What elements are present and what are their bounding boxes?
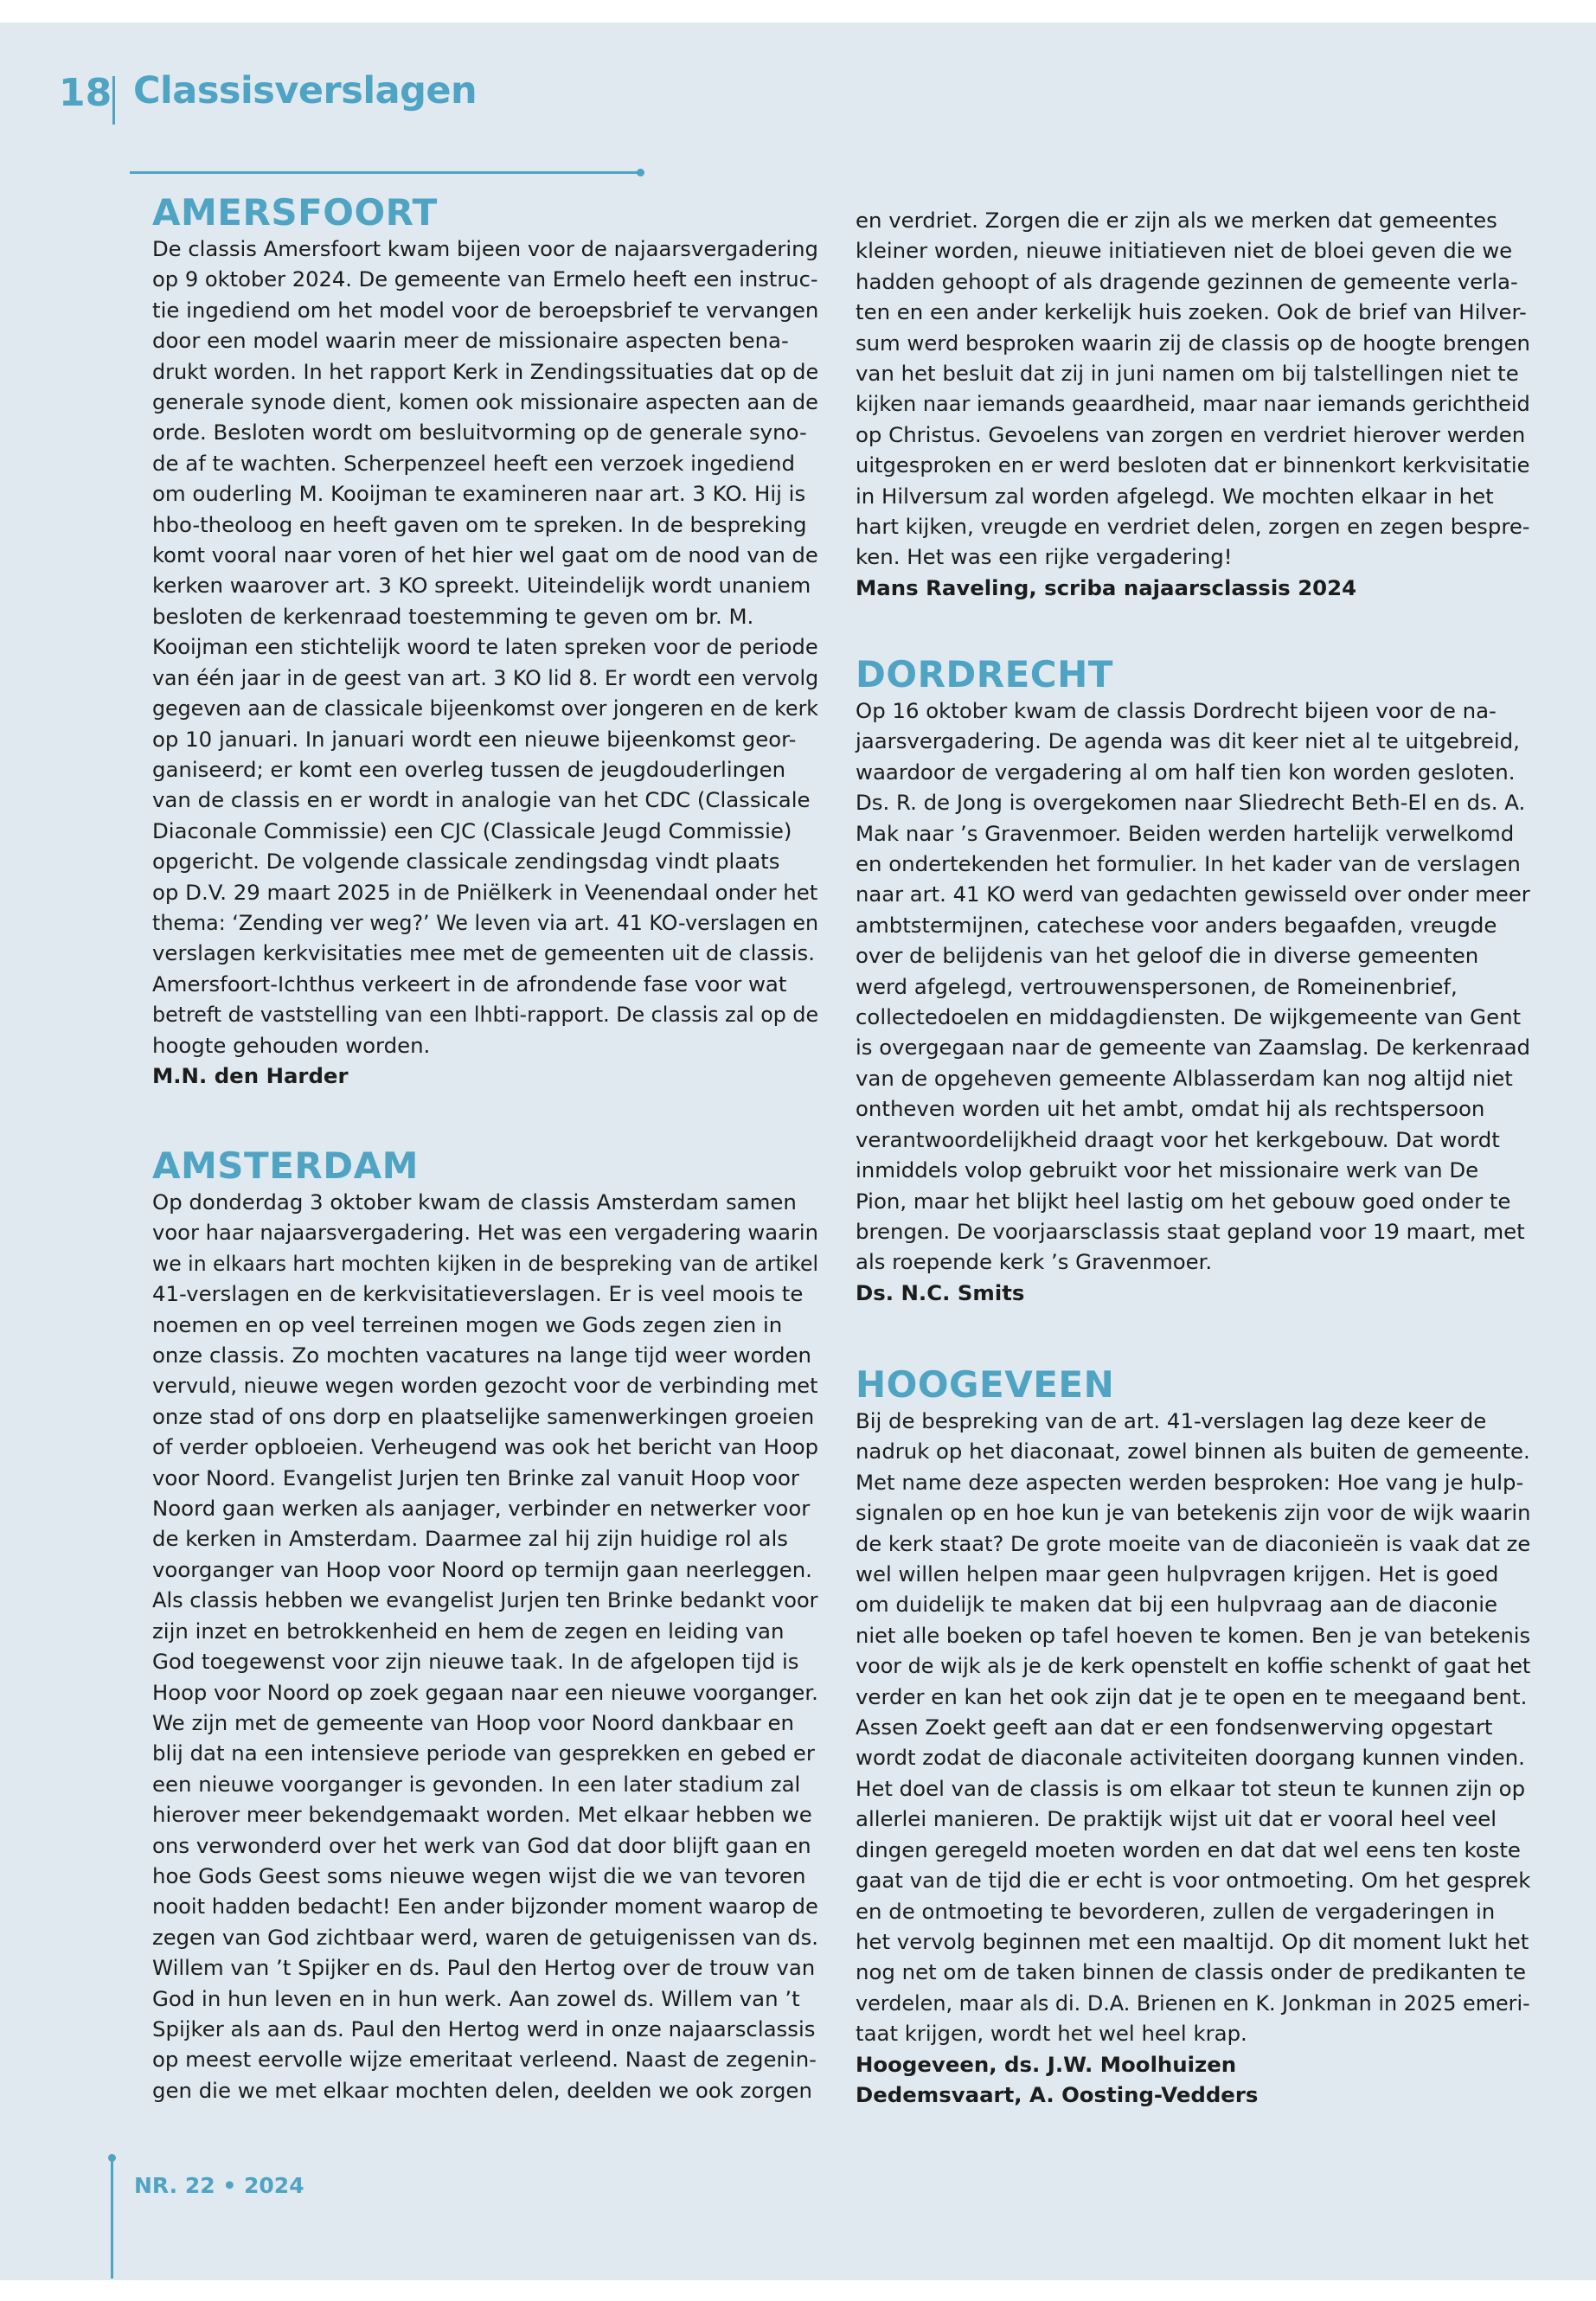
text-line: Diaconale Commissie) een CJC (Classicale Jeugd Commissie) (152, 817, 792, 843)
text-line: hoogte gehouden worden. (152, 1032, 431, 1058)
text-line: kleiner worden, nieuwe initiatieven niet de bloei geven die we (856, 238, 1513, 264)
text-line: We zijn met de gemeente van Hoop voor Noord dankbaar en (152, 1709, 795, 1735)
text-line: besloten de kerkenraad toestemming te geven om br. M. (152, 603, 754, 629)
text-line: in Hilversum zal worden afgelegd. We mochten elkaar in het (856, 483, 1494, 509)
text-line: signalen op en hoe kun je van betekenis zijn voor de wijk waarin (856, 1500, 1531, 1526)
text-line: voor Noord. Evangelist Jurjen ten Brinke zal vanuit Hoop voor (152, 1465, 799, 1490)
text-line: ten en een ander kerkelijk huis zoeken. Ook de brief van Hilver- (856, 299, 1527, 325)
article-heading: AMERSFOORT (152, 191, 438, 234)
article-amsterdam (152, 1145, 843, 2106)
text-line: hierover meer bekendgemaakt worden. Met elkaar hebben we (152, 1802, 812, 1828)
text-line: en verdriet. Zorgen die er zijn als we merken dat gemeentes (856, 208, 1497, 233)
author-signature: Ds. N.C. Smits (856, 1279, 1025, 1305)
article-body (152, 1187, 843, 2106)
text-line: door een model waarin meer de missionaire aspecten bena- (152, 328, 789, 354)
article-hoogeveen (856, 1364, 1546, 2110)
text-line: zijn inzet en betrokkenheid en hem de zegen en leiding van (152, 1618, 785, 1644)
text-line: van de classis en er wordt in analogie van het CDC (Classicale (152, 787, 811, 813)
text-line: op D.V. 29 maart 2025 in de Pniëlkerk in Veenendaal onder het (152, 879, 818, 905)
text-line: gegeven aan de classicale bijeenkomst over jongeren en de kerk (152, 695, 819, 721)
text-line: inmiddels volop gebruikt voor het missionaire werk van De (856, 1157, 1479, 1183)
text-line: 41-verslagen en de kerkvisitatieverslagen. Er is veel moois te (152, 1281, 804, 1307)
text-line: nog net om de taken binnen de classis onder de predikanten te (856, 1959, 1527, 1985)
text-line: verantwoordelijkheid draagt voor het kerkgebouw. Dat wordt (856, 1126, 1500, 1152)
text-line: sum werd besproken waarin zij de classis op de hoogte brengen (856, 330, 1530, 356)
text-line: kijken naar iemands geaardheid, maar naar iemands gerichtheid (856, 391, 1530, 417)
author-signature: Dedemsvaart, A. Oosting-Vedders (856, 2081, 1259, 2107)
text-line: Mak naar ’s Gravenmoer. Beiden werden hartelijk verwelkomd (856, 820, 1515, 846)
text-line: drukt worden. In het rapport Kerk in Zendingssituaties dat op de (152, 358, 819, 384)
text-line: allerlei manieren. De praktijk wijst uit dat er vooral heel veel (856, 1806, 1497, 1832)
text-line: ontheven worden uit het ambt, omdat hij als rechtspersoon (856, 1096, 1485, 1122)
text-line: is overgegaan naar de gemeente van Zaamslag. De kerkenraad (856, 1035, 1531, 1061)
text-line: voor de wijk als je de kerk openstelt en koffie schenkt of gaat het (856, 1653, 1531, 1679)
text-line: als roepende kerk ’s Gravenmoer. (856, 1249, 1213, 1275)
text-line: over de belijdenis van het geloof die in diverse gemeenten (856, 943, 1479, 969)
footer-bar (111, 2157, 113, 2279)
text-line: Op donderdag 3 oktober kwam de classis Amsterdam samen (152, 1189, 797, 1215)
text-line: en ondertekenden het formulier. In het kader van de verslagen (856, 851, 1521, 877)
text-line: tie ingediend om het model voor de beroepsbrief te vervangen (152, 297, 819, 323)
article-dordrecht (856, 654, 1534, 1308)
text-line: Pion, maar het blijkt heel lastig om het gebouw goed onder te (856, 1188, 1511, 1214)
text-line: nooit hadden bedacht! Een ander bijzonder moment waarop de (152, 1894, 818, 1920)
text-line: taat krijgen, wordt het wel heel krap. (856, 2021, 1247, 2047)
text-line: van één jaar in de geest van art. 3 KO lid 8. Er wordt een vervolg (152, 664, 819, 690)
article-amersfoort (152, 192, 839, 1091)
text-line: om ouderling M. Kooijman te examineren naar art. 3 KO. Hij is (152, 481, 806, 507)
text-line: uitgesproken en er werd besloten dat er binnenkort kerkvisitatie (856, 452, 1530, 478)
text-line: Amersfoort-Ichthus verkeert in de afrondende fase voor wat (152, 971, 787, 997)
text-line: de kerk staat? De grote moeite van de diaconieën is vaak dat ze (856, 1530, 1531, 1556)
text-line: dingen geregeld moeten worden en dat dat wel eens ten koste (856, 1836, 1521, 1862)
text-line: verslagen kerkvisitaties mee met de gemeenten uit de classis. (152, 940, 815, 966)
text-line: gen die we met elkaar mochten delen, deelden we ook zorgen (152, 2077, 812, 2103)
text-line: ambtstermijnen, catechese voor anders begaafden, vreugde (856, 912, 1497, 938)
text-line: opgericht. De volgende classicale zendingsdag vindt plaats (152, 849, 780, 875)
text-line: collectedoelen en middagdiensten. De wijkgemeente van Gent (856, 1004, 1522, 1030)
text-line: op meest eervolle wijze emeritaat verleend. Naast de zegenin- (152, 2047, 817, 2073)
text-line: ken. Het was een rijke vergadering! (856, 544, 1233, 570)
text-line: kerken waarover art. 3 KO spreekt. Uiteindelijk wordt unaniem (152, 573, 811, 599)
text-line: Ds. R. de Jong is overgekomen naar Sliedrecht Beth-El en ds. A. (856, 790, 1526, 816)
text-line: vervuld, nieuwe wegen worden gezocht voor de verbinding met (152, 1373, 818, 1399)
text-line: de af te wachten. Scherpenzeel heeft een verzoek ingediend (152, 450, 795, 476)
text-line: thema: ‘Zending ver weg?’ We leven via art. 41 KO-verslagen en (152, 909, 819, 935)
text-line: niet alle boeken op tafel hoeven te komen. Ben je van betekenis (856, 1622, 1531, 1648)
text-line: het vervolg beginnen met een maaltijd. Op dit moment lukt het (856, 1928, 1529, 1954)
text-line: brengen. De voorjaarsclassis staat gepland voor 19 maart, met (856, 1218, 1525, 1244)
text-line: onze classis. Zo mochten vacatures na lange tijd weer worden (152, 1343, 812, 1368)
text-line: hbo-theoloog en heeft gaven om te spreken. In de bespreking (152, 511, 807, 537)
text-line: van het besluit dat zij in juni namen om bij talstellingen niet te (856, 361, 1519, 387)
header-divider (112, 76, 115, 125)
text-line: werd afgelegd, vertrouwenspersonen, de Romeinenbrief, (856, 973, 1458, 999)
text-line: jaarsvergadering. De agenda was dit keer niet al te uitgebreid, (856, 728, 1520, 754)
text-line: komt vooral naar voren of het hier wel gaat om de nood van de (152, 542, 818, 568)
author-signature: Mans Raveling, scriba najaarsclassis 2024 (856, 574, 1357, 600)
text-line: voor haar najaarsvergadering. Het was een vergadering waarin (152, 1220, 819, 1246)
text-line: de kerken in Amsterdam. Daarmee zal hij zijn huidige rol als (152, 1526, 788, 1552)
text-line: onze stad of ons dorp en plaatselijke samenwerkingen groeien (152, 1403, 815, 1429)
text-line: ganiseerd; er komt een overleg tussen de jeugdouderlingen (152, 756, 786, 782)
header-rule-dot (637, 169, 644, 176)
text-line: verder en kan het ook zijn dat je te open en te meegaand bent. (856, 1683, 1528, 1709)
text-line: naar art. 41 KO werd van gedachten gewisseld over onder meer (856, 881, 1530, 907)
text-line: van de opgeheven gemeente Alblasserdam kan nog altijd niet (856, 1065, 1513, 1091)
text-line: De classis Amersfoort kwam bijeen voor de najaarsvergadering (152, 236, 818, 261)
text-line: noemen en op veel terreinen mogen we Gods zegen zien in (152, 1311, 783, 1337)
text-line: we in elkaars hart mochten kijken in de bespreking van de artikel (152, 1250, 818, 1276)
text-line: blij dat na een intensieve periode van gesprekken en gebed er (152, 1740, 815, 1766)
article-body (152, 234, 839, 1091)
text-line: op 9 oktober 2024. De gemeente van Ermelo heeft een instruc- (152, 266, 818, 292)
text-line: zegen van God zichtbaar werd, waren de getuigenissen van ds. (152, 1924, 818, 1950)
text-line: gaat van de tijd die er echt is voor ontmoeting. Om het gesprek (856, 1868, 1531, 1894)
text-line: hadden gehoopt of als dragende gezinnen de gemeente verla- (856, 268, 1518, 294)
text-line: wordt zodat de diaconale activiteiten doorgang kunnen vinden. (856, 1745, 1525, 1771)
page-number: 18 (59, 71, 112, 115)
text-line: wel willen helpen maar geen hulpvragen krijgen. Het is goed (856, 1561, 1499, 1587)
text-line: en de ontmoeting te bevorderen, zullen de vergaderingen in (856, 1898, 1496, 1924)
header-rule (130, 171, 640, 174)
text-line: Op 16 oktober kwam de classis Dordrecht bijeen voor de na- (856, 698, 1497, 723)
text-line: Willem van ’t Spijker en ds. Paul den Hertog over de trouw van (152, 1955, 816, 1981)
text-line: Bij de bespreking van de art. 41-verslagen lag deze keer de (856, 1408, 1487, 1433)
article-body (856, 695, 1534, 1308)
text-line: Met name deze aspecten werden besproken: Hoe vang je hulp- (856, 1469, 1524, 1495)
text-line: voorganger van Hoop voor Noord op termijn gaan neerleggen. (152, 1556, 812, 1582)
article-body (856, 205, 1542, 603)
text-line: Het doel van de classis is om elkaar tot steun te kunnen zijn op (856, 1775, 1526, 1801)
text-line: orde. Besloten wordt om besluitvorming op de generale syno- (152, 420, 807, 445)
text-line: God in hun leven en in hun werk. Aan zowel ds. Willem van ’t (152, 1985, 800, 2011)
text-line: verdelen, maar als di. D.A. Brienen en K. Jonkman in 2025 emeri- (856, 1990, 1530, 2016)
text-line: Als classis hebben we evangelist Jurjen ten Brinke bedankt voor (152, 1587, 818, 1613)
article-heading: AMSTERDAM (152, 1144, 419, 1187)
text-line: Kooijman een stichtelijk woord te laten spreken voor de periode (152, 634, 818, 660)
text-line: of verder opbloeien. Verheugend was ook het bericht van Hoop (152, 1434, 819, 1460)
text-line: waardoor de vergadering al om half tien kon worden gesloten. (856, 759, 1516, 785)
text-line: hart kijken, vreugde en verdriet delen, zorgen en zegen bespre- (856, 514, 1530, 540)
text-line: God toegewenst voor zijn nieuwe taak. In de afgelopen tijd is (152, 1649, 799, 1675)
text-line: een nieuwe voorganger is gevonden. In een later stadium zal (152, 1771, 801, 1797)
text-line: generale synode dient, komen ook missionaire aspecten aan de (152, 389, 818, 415)
text-line: Hoop voor Noord op zoek gegaan naar een nieuwe voorganger. (152, 1679, 818, 1705)
text-line: Noord gaan werken als aanjager, verbinder en netwerker voor (152, 1496, 811, 1522)
text-line: hoe Gods Geest soms nieuwe wegen wijst die we van tevoren (152, 1862, 806, 1888)
text-line: nadruk op het diaconaat, zowel binnen als buiten de gemeente. (856, 1439, 1530, 1465)
text-line: op 10 januari. In januari wordt een nieuwe bijeenkomst geor- (152, 726, 797, 752)
text-line: ons verwonderd over het werk van God dat door blijft gaan en (152, 1832, 811, 1858)
author-signature: Hoogeveen, ds. J.W. Moolhuizen (856, 2051, 1237, 2077)
article-body (856, 1406, 1546, 2110)
text-line: Spijker als aan ds. Paul den Hertog werd in onze najaarsclassis (152, 2016, 816, 2041)
article-amsterdam-continued (856, 205, 1542, 603)
article-heading: DORDRECHT (856, 653, 1113, 695)
text-line: Assen Zoekt geeft aan dat er een fondsenwerving opgestart (856, 1715, 1493, 1740)
text-line: betreft de vaststelling van een lhbti-rapport. De classis zal op de (152, 1002, 819, 1028)
article-heading: HOOGEVEEN (856, 1363, 1115, 1406)
text-line: om duidelijk te maken dat bij een hulpvraag aan de diaconie (856, 1592, 1497, 1618)
section-title: Classisverslagen (133, 69, 478, 112)
issue-number: NR. 22 • 2024 (134, 2173, 304, 2198)
author-signature: M.N. den Harder (152, 1062, 349, 1088)
text-line: op Christus. Gevoelens van zorgen en verdriet hierover werden (856, 421, 1526, 447)
